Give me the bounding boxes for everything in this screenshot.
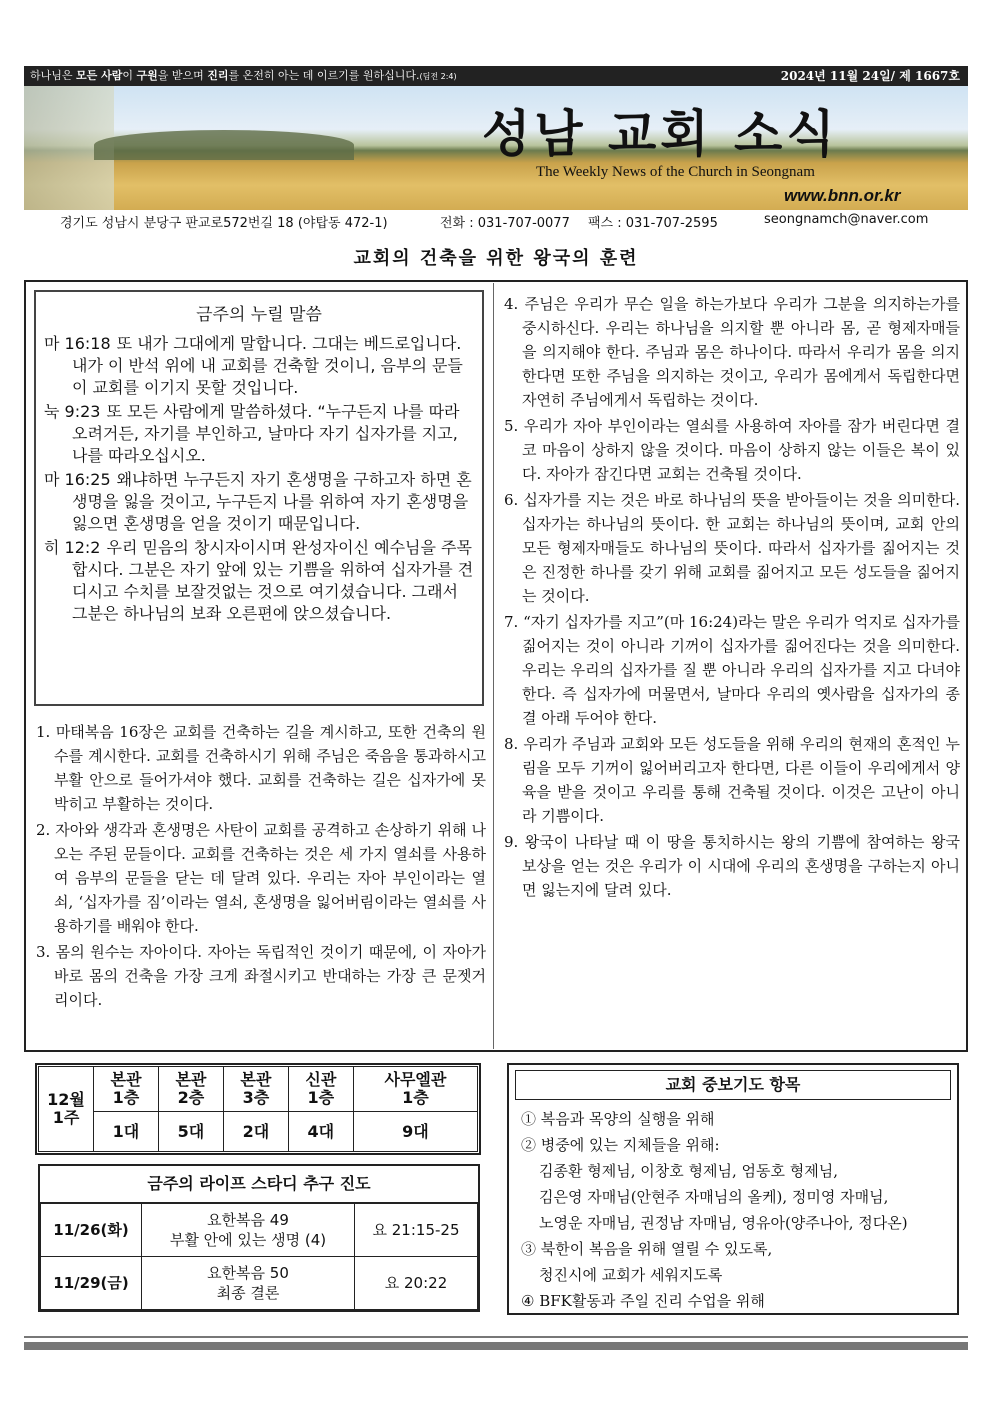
schedule-header: 본관 3층 bbox=[223, 1067, 288, 1112]
schedule-week: 12월 1주 bbox=[39, 1067, 94, 1152]
column-divider bbox=[493, 283, 494, 1049]
verse-item bbox=[44, 401, 474, 467]
point-item: 3. 몸의 원수는 자아이다. 자아는 독립적인 것이기 때문에, 이 자아가 바로 몸의 건축을 가장 크게 좌절시키고 반대하는 가장 큰 문젯거리이다. bbox=[36, 943, 486, 1009]
life-study-box bbox=[38, 1164, 480, 1312]
study-date: 11/26(화) bbox=[41, 1204, 142, 1257]
motto-reference: (딤전 2:4) bbox=[419, 72, 457, 81]
verse-item bbox=[44, 333, 474, 399]
footer-bar bbox=[24, 1342, 968, 1350]
schedule-header: 본관 1층 bbox=[94, 1067, 159, 1112]
prayer-title: 교회 중보기도 항목 bbox=[515, 1070, 951, 1100]
schedule-value: 1대 bbox=[94, 1112, 159, 1152]
prayer-subitem: 노영운 자매님, 권정남 자매님, 영유아(양주나아, 정다온) bbox=[539, 1214, 908, 1232]
prayer-subitem: 김종환 형제님, 이창호 형제님, 엄동호 형제님, bbox=[539, 1162, 838, 1180]
point-item: 8. 우리가 주님과 교회와 모든 성도들을 위해 우리의 현재의 혼적인 누림을 모두 기꺼이 잃어버리고자 한다면, 다른 이들이 우리에게서 양육을 받을 것이고 우리를 통해 건축될 것이다. 이것은 고난이 아니라 기쁨이다. bbox=[504, 735, 960, 825]
study-content: 요한복음 50 최종 결론 bbox=[142, 1257, 355, 1310]
verse-ref: 히 12:2 bbox=[44, 538, 101, 557]
top-bar bbox=[24, 66, 968, 86]
verse-item bbox=[44, 537, 474, 625]
verse-ref: 마 16:25 bbox=[44, 470, 111, 489]
verse-ref: 눅 9:23 bbox=[44, 402, 101, 421]
table-row bbox=[41, 1257, 478, 1310]
point-item: 7. “자기 십자가를 지고”(마 16:24)라는 말은 우리가 억지로 십자가를 짊어지는 것이 아니라 기꺼이 십자가를 짊어진다는 것을 의미한다. 우리는 우리의 십자가를 질 뿐 아니라 우리의 십자가를 지고 다녀야 한다. 즉 십자가에 머물면서, 날마다 우리의 옛사람을 십자가의 종결 아래 두어야 한다. bbox=[504, 613, 960, 727]
prayer-item: ③ 북한이 복음을 위해 열릴 수 있도록, bbox=[521, 1240, 773, 1258]
schedule-header: 신관 1층 bbox=[288, 1067, 353, 1112]
verse-item bbox=[44, 469, 474, 535]
address: 경기도 성남시 분당구 판교로572번길 18 (야탑동 472-1) bbox=[60, 216, 388, 231]
study-content: 요한복음 49 부활 안에 있는 생명 (4) bbox=[142, 1204, 355, 1257]
prayer-list bbox=[509, 1100, 957, 1314]
verses-box bbox=[34, 290, 484, 706]
headline: 교회의 건축을 위한 왕국의 훈련 bbox=[353, 248, 639, 269]
study-ref: 요 21:15-25 bbox=[355, 1204, 478, 1257]
issue-date: 2024년 11월 24일/ 제 1667호 bbox=[780, 69, 960, 83]
schedule-value: 4대 bbox=[288, 1112, 353, 1152]
prayer-subitem: 김은영 자매님(안현주 자매님의 올케), 정미영 자매님, bbox=[539, 1188, 889, 1206]
table-row bbox=[41, 1204, 478, 1257]
left-points bbox=[36, 720, 486, 1014]
prayer-item: ② 병중에 있는 지체들을 위해: bbox=[521, 1136, 720, 1154]
study-date: 11/29(금) bbox=[41, 1257, 142, 1310]
point-item: 6. 십자가를 지는 것은 바로 하나님의 뜻을 받아들이는 것을 의미한다. 십자가는 하나님의 뜻이다. 한 교회는 하나님의 뜻이며, 교회 안의 모든 형제자매들도 하나님의 뜻이다. 따라서 십자가를 짊어지는 것은 진정한 하나를 갖기 위해 교회를 짊어지고 모든 성도들을 짊어지는 것이다. bbox=[504, 491, 960, 605]
schedule-value: 5대 bbox=[158, 1112, 223, 1152]
prayer-item: ① 복음과 목양의 실행을 위해 bbox=[521, 1110, 715, 1128]
verse-text: 또 모든 사람에게 말씀하셨다. “누구든지 나를 따라오려거든, 자기를 부인하고, 날마다 자기 십자가를 지고, 나를 따라오십시오. bbox=[72, 402, 460, 465]
footer-line bbox=[24, 1336, 968, 1338]
phone: 전화 : 031-707-0077 bbox=[440, 216, 570, 231]
schedule-value: 2대 bbox=[223, 1112, 288, 1152]
verse-text: 우리 믿음의 창시자이시며 완성자이신 예수님을 주목합시다. 그분은 자기 앞에 있는 기쁨을 위하여 십자가를 견디시고 수치를 보잘것없는 것으로 여기셨습니다. 그래서 그분은 하나님의 보좌 오른편에 앉으셨습니다. bbox=[72, 538, 474, 623]
life-study-title: 금주의 라이프 스타디 추구 진도 bbox=[40, 1166, 478, 1203]
verse-text: 또 내가 그대에게 말합니다. 그대는 베드로입니다. 내가 이 반석 위에 내 교회를 건축할 것이니, 음부의 문들이 교회를 이기지 못할 것입니다. bbox=[72, 334, 463, 397]
website-link[interactable]: www.bnn.or.kr bbox=[784, 186, 901, 205]
verse-text: 왜냐하면 누구든지 자기 혼생명을 구하고자 하면 혼생명을 잃을 것이고, 누구든지 나를 위하여 자기 혼생명을 잃으면 혼생명을 얻을 것이기 때문입니다. bbox=[72, 470, 472, 533]
contact-line bbox=[24, 212, 968, 232]
cleaning-schedule-table bbox=[38, 1066, 478, 1152]
verse-ref: 마 16:18 bbox=[44, 334, 111, 353]
email[interactable]: seongnamch@naver.com bbox=[764, 212, 929, 227]
point-item: 4. 주님은 우리가 무슨 일을 하는가보다 우리가 그분을 의지하는가를 중시하신다. 우리는 하나님을 의지할 뿐 아니라 몸, 곧 형제자매들을 의지해야 한다. 주님과 몸은 하나이다. 따라서 우리가 몸을 의지한다면 또한 주님을 의지하는 것이고, 우리가 몸에게서 독립한다면 자연히 주님에게서 독립하는 것이다. bbox=[504, 295, 960, 409]
masthead-banner bbox=[24, 86, 968, 210]
schedule-header: 사무엘관 1층 bbox=[353, 1067, 477, 1112]
point-item: 5. 우리가 자아 부인이라는 열쇠를 사용하여 자아를 잠가 버린다면 결코 마음이 상하지 않을 것이다. 마음이 상하지 않는 이들은 복이 있다. 자아가 잠긴다면 교회는 건축될 것이다. bbox=[504, 417, 960, 483]
study-ref: 요 20:22 bbox=[355, 1257, 478, 1310]
point-item: 9. 왕국이 나타날 때 이 땅을 통치하시는 왕의 기쁨에 참여하는 왕국 보상을 얻는 것은 우리가 이 시대에 우리의 혼생명을 구하는지 아니면 잃는지에 달려 있다. bbox=[504, 833, 960, 899]
prayer-item: ④ BFK활동과 주일 진리 수업을 위해 bbox=[521, 1292, 765, 1310]
fax: 팩스 : 031-707-2595 bbox=[588, 216, 718, 231]
newsletter-title: 성남 교회 소식 bbox=[482, 104, 839, 163]
schedule-header: 본관 2층 bbox=[158, 1067, 223, 1112]
schedule-value: 9대 bbox=[353, 1112, 477, 1152]
motto: 하나님은 모든 사람이 구원을 받으며 진리를 온전히 아는 데 이르기를 원하십니다.(딤전 2:4) bbox=[30, 69, 457, 82]
point-item: 1. 마태복음 16장은 교회를 건축하는 길을 계시하고, 또한 건축의 원수를 계시한다. 교회를 건축하시기 위해 주님은 죽음을 통과하시고 부활 안으로 들어가셔야 했다. 교회를 건축하는 길은 십자가에 못 박히고 부활하는 것이다. bbox=[36, 723, 486, 813]
prayer-subitem: 청진시에 교회가 세워지도록 bbox=[539, 1266, 723, 1284]
prayer-box bbox=[507, 1063, 959, 1315]
life-study-table bbox=[40, 1203, 478, 1310]
point-item: 2. 자아와 생각과 혼생명은 사탄이 교회를 공격하고 손상하기 위해 나오는 주된 문들이다. 교회를 건축하는 것은 세 가지 열쇠를 사용하여 음부의 문들을 닫는 데 달려 있다. 우리는 자아 부인이라는 열쇠, ‘십자가를 짐’이라는 열쇠, 혼생명을 잃어버림이라는 열쇠를 사용하기를 배워야 한다. bbox=[36, 821, 486, 935]
right-points bbox=[504, 292, 960, 904]
verses-title: 금주의 누릴 말씀 bbox=[196, 305, 322, 325]
landscape-hill bbox=[94, 130, 354, 160]
newsletter-subtitle: The Weekly News of the Church in Seongnam bbox=[536, 164, 815, 180]
